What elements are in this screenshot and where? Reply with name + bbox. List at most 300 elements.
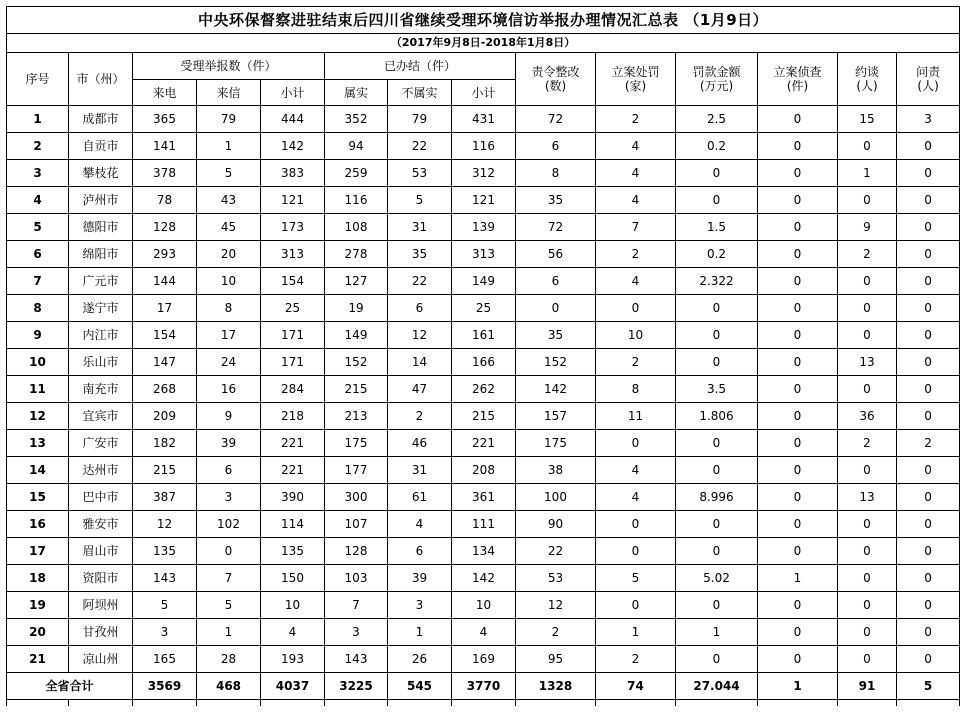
row-cell: 5 <box>133 592 197 619</box>
row-cell: 154 <box>133 322 197 349</box>
row-index: 14 <box>7 457 69 484</box>
header-handled-group: 已办结（件） <box>325 53 516 80</box>
row-cell: 121 <box>261 187 325 214</box>
row-cell: 182 <box>133 430 197 457</box>
row-index: 5 <box>7 214 69 241</box>
row-city: 绵阳市 <box>69 241 133 268</box>
row-cell: 0 <box>596 430 676 457</box>
header-sub-handled-subtotal: 小计 <box>452 80 516 106</box>
row-cell: 0.2 <box>676 241 758 268</box>
row-city: 广元市 <box>69 268 133 295</box>
row-cell: 4 <box>388 511 452 538</box>
row-cell: 0 <box>758 484 838 511</box>
row-cell: 31 <box>388 457 452 484</box>
row-cell: 0 <box>758 430 838 457</box>
row-city: 德阳市 <box>69 214 133 241</box>
table-row <box>7 214 960 241</box>
row-cell: 2.5 <box>676 106 758 133</box>
row-cell: 0 <box>897 322 960 349</box>
row-cell: 0 <box>897 376 960 403</box>
row-cell: 10 <box>452 592 516 619</box>
row-cell: 135 <box>261 538 325 565</box>
row-cell: 161 <box>452 322 516 349</box>
row-cell: 47 <box>388 376 452 403</box>
header-received-group: 受理举报数（件） <box>133 53 325 80</box>
row-index: 2 <box>7 133 69 160</box>
row-cell: 0 <box>758 322 838 349</box>
row-cell: 22 <box>388 268 452 295</box>
total-cell: 545 <box>388 673 452 700</box>
total-cell: 5 <box>897 673 960 700</box>
row-cell: 108 <box>325 214 388 241</box>
row-index: 19 <box>7 592 69 619</box>
row-cell: 3 <box>325 619 388 646</box>
row-cell: 2 <box>838 430 897 457</box>
row-cell: 144 <box>133 268 197 295</box>
row-cell: 312 <box>452 160 516 187</box>
row-index: 1 <box>7 106 69 133</box>
row-cell: 2 <box>596 241 676 268</box>
summary-table <box>6 6 960 706</box>
row-city: 宜宾市 <box>69 403 133 430</box>
row-cell: 0 <box>838 187 897 214</box>
row-cell: 10 <box>261 592 325 619</box>
row-city: 眉山市 <box>69 538 133 565</box>
row-cell: 7 <box>325 592 388 619</box>
row-cell: 139 <box>452 214 516 241</box>
row-index: 3 <box>7 160 69 187</box>
row-cell: 169 <box>452 646 516 673</box>
row-cell: 221 <box>261 430 325 457</box>
row-cell: 46 <box>388 430 452 457</box>
row-cell: 6 <box>388 538 452 565</box>
row-cell: 141 <box>133 133 197 160</box>
table-row <box>7 592 960 619</box>
row-cell: 0 <box>676 457 758 484</box>
table-row <box>7 457 960 484</box>
row-cell: 0 <box>838 565 897 592</box>
row-city: 南充市 <box>69 376 133 403</box>
row-cell: 15 <box>838 106 897 133</box>
row-cell: 0 <box>758 241 838 268</box>
row-cell: 4 <box>596 160 676 187</box>
total-cell: 3770 <box>452 673 516 700</box>
total-cell: 1328 <box>516 673 596 700</box>
row-cell: 0 <box>838 538 897 565</box>
table-row <box>7 133 960 160</box>
row-cell: 165 <box>133 646 197 673</box>
row-cell: 79 <box>197 106 261 133</box>
row-cell: 0 <box>897 484 960 511</box>
row-cell: 10 <box>596 322 676 349</box>
row-cell: 278 <box>325 241 388 268</box>
row-cell: 0 <box>897 160 960 187</box>
row-cell: 6 <box>516 133 596 160</box>
table-row <box>7 430 960 457</box>
row-cell: 0 <box>758 214 838 241</box>
row-cell: 1 <box>388 619 452 646</box>
header-penalty-case: 立案处罚 (家) <box>596 53 676 106</box>
row-index: 12 <box>7 403 69 430</box>
row-cell: 4 <box>596 133 676 160</box>
row-cell: 149 <box>325 322 388 349</box>
table-row <box>7 403 960 430</box>
row-cell: 0 <box>838 646 897 673</box>
row-cell: 35 <box>388 241 452 268</box>
total-cell: 468 <box>197 673 261 700</box>
table-row <box>7 646 960 673</box>
table-row <box>7 484 960 511</box>
row-cell: 8 <box>516 160 596 187</box>
row-cell: 61 <box>388 484 452 511</box>
header-sub-letter: 来信 <box>197 80 261 106</box>
row-cell: 128 <box>325 538 388 565</box>
row-cell: 0 <box>676 349 758 376</box>
row-cell: 1 <box>197 619 261 646</box>
row-cell: 121 <box>452 187 516 214</box>
row-cell: 147 <box>133 349 197 376</box>
row-cell: 313 <box>261 241 325 268</box>
table-row <box>7 322 960 349</box>
row-cell: 259 <box>325 160 388 187</box>
row-city: 内江市 <box>69 322 133 349</box>
total-cell: 91 <box>838 673 897 700</box>
row-cell: 221 <box>261 457 325 484</box>
row-cell: 6 <box>197 457 261 484</box>
row-cell: 0 <box>596 538 676 565</box>
row-cell: 193 <box>261 646 325 673</box>
row-cell: 10 <box>197 268 261 295</box>
header-sub-true: 属实 <box>325 80 388 106</box>
row-cell: 3 <box>133 619 197 646</box>
row-cell: 177 <box>325 457 388 484</box>
row-cell: 175 <box>325 430 388 457</box>
row-cell: 45 <box>197 214 261 241</box>
row-cell: 134 <box>452 538 516 565</box>
row-cell: 0 <box>676 187 758 214</box>
row-cell: 0 <box>758 133 838 160</box>
total-cell: 3225 <box>325 673 388 700</box>
header-investigation: 立案侦查 (件) <box>758 53 838 106</box>
row-city: 雅安市 <box>69 511 133 538</box>
row-cell: 135 <box>133 538 197 565</box>
table-title: 中央环保督察进驻结束后四川省继续受理环境信访举报办理情况汇总表 （1月9日） <box>7 7 960 34</box>
table-row <box>7 538 960 565</box>
row-index: 7 <box>7 268 69 295</box>
row-cell: 100 <box>516 484 596 511</box>
row-cell: 0 <box>758 511 838 538</box>
row-cell: 0 <box>676 646 758 673</box>
row-cell: 5.02 <box>676 565 758 592</box>
row-cell: 35 <box>516 322 596 349</box>
row-cell: 0 <box>596 592 676 619</box>
row-cell: 11 <box>596 403 676 430</box>
row-index: 6 <box>7 241 69 268</box>
row-cell: 0 <box>897 268 960 295</box>
row-cell: 12 <box>516 592 596 619</box>
table-body <box>7 106 960 673</box>
row-cell: 154 <box>261 268 325 295</box>
row-cell: 0 <box>897 511 960 538</box>
row-cell: 213 <box>325 403 388 430</box>
row-cell: 2.322 <box>676 268 758 295</box>
row-cell: 0 <box>897 646 960 673</box>
row-cell: 1 <box>596 619 676 646</box>
total-label: 全省合计 <box>7 673 133 700</box>
total-cell: 74 <box>596 673 676 700</box>
header-sub-phone: 来电 <box>133 80 197 106</box>
row-index: 20 <box>7 619 69 646</box>
row-cell: 28 <box>197 646 261 673</box>
row-cell: 0 <box>838 457 897 484</box>
row-cell: 0 <box>676 295 758 322</box>
row-cell: 0 <box>838 133 897 160</box>
row-index: 8 <box>7 295 69 322</box>
row-cell: 39 <box>388 565 452 592</box>
row-cell: 0 <box>838 295 897 322</box>
row-cell: 444 <box>261 106 325 133</box>
row-cell: 0 <box>838 268 897 295</box>
row-cell: 79 <box>388 106 452 133</box>
row-cell: 215 <box>452 403 516 430</box>
row-cell: 0 <box>758 349 838 376</box>
row-city: 甘孜州 <box>69 619 133 646</box>
row-cell: 0 <box>897 619 960 646</box>
row-cell: 2 <box>596 106 676 133</box>
row-cell: 149 <box>452 268 516 295</box>
row-cell: 0 <box>897 187 960 214</box>
row-cell: 25 <box>261 295 325 322</box>
row-cell: 94 <box>325 133 388 160</box>
row-cell: 13 <box>838 484 897 511</box>
row-cell: 0 <box>838 511 897 538</box>
row-cell: 3 <box>897 106 960 133</box>
row-cell: 152 <box>325 349 388 376</box>
row-cell: 3 <box>197 484 261 511</box>
row-cell: 8.996 <box>676 484 758 511</box>
header-rectify: 责令整改 (数) <box>516 53 596 106</box>
row-city: 乐山市 <box>69 349 133 376</box>
row-cell: 0 <box>897 133 960 160</box>
row-cell: 17 <box>197 322 261 349</box>
row-cell: 209 <box>133 403 197 430</box>
row-cell: 1 <box>758 565 838 592</box>
row-cell: 102 <box>197 511 261 538</box>
row-cell: 0 <box>516 295 596 322</box>
row-city: 巴中市 <box>69 484 133 511</box>
row-cell: 8 <box>596 376 676 403</box>
row-index: 9 <box>7 322 69 349</box>
total-cell: 1 <box>758 673 838 700</box>
row-cell: 43 <box>197 187 261 214</box>
row-city: 自贡市 <box>69 133 133 160</box>
total-cell: 4037 <box>261 673 325 700</box>
header-accountability: 问责 (人) <box>897 53 960 106</box>
row-cell: 128 <box>133 214 197 241</box>
row-cell: 2 <box>388 403 452 430</box>
row-cell: 143 <box>325 646 388 673</box>
table-row <box>7 106 960 133</box>
header-sub-received-subtotal: 小计 <box>261 80 325 106</box>
row-cell: 1 <box>676 619 758 646</box>
row-cell: 116 <box>452 133 516 160</box>
row-cell: 0 <box>758 619 838 646</box>
row-cell: 365 <box>133 106 197 133</box>
row-cell: 0 <box>897 457 960 484</box>
row-city: 攀枝花 <box>69 160 133 187</box>
report-sheet <box>6 6 959 706</box>
row-cell: 142 <box>516 376 596 403</box>
header-fine: 罚款金额 (万元) <box>676 53 758 106</box>
continuation-row <box>7 700 960 707</box>
header-city: 市（州） <box>69 53 133 106</box>
row-cell: 1.806 <box>676 403 758 430</box>
row-cell: 0 <box>758 403 838 430</box>
row-cell: 116 <box>325 187 388 214</box>
row-index: 18 <box>7 565 69 592</box>
row-cell: 0 <box>838 376 897 403</box>
row-cell: 171 <box>261 349 325 376</box>
row-cell: 25 <box>452 295 516 322</box>
row-cell: 3 <box>388 592 452 619</box>
row-cell: 293 <box>133 241 197 268</box>
row-cell: 16 <box>197 376 261 403</box>
row-cell: 0 <box>897 403 960 430</box>
row-cell: 6 <box>388 295 452 322</box>
row-cell: 0 <box>838 322 897 349</box>
total-cell: 3569 <box>133 673 197 700</box>
row-cell: 19 <box>325 295 388 322</box>
row-cell: 2 <box>596 349 676 376</box>
row-cell: 157 <box>516 403 596 430</box>
row-cell: 4 <box>596 484 676 511</box>
row-cell: 24 <box>197 349 261 376</box>
table-row <box>7 295 960 322</box>
row-cell: 72 <box>516 106 596 133</box>
row-cell: 12 <box>388 322 452 349</box>
row-cell: 31 <box>388 214 452 241</box>
row-cell: 0 <box>758 106 838 133</box>
row-cell: 5 <box>197 160 261 187</box>
row-cell: 38 <box>516 457 596 484</box>
row-cell: 0 <box>197 538 261 565</box>
row-cell: 361 <box>452 484 516 511</box>
row-cell: 13 <box>838 349 897 376</box>
row-cell: 352 <box>325 106 388 133</box>
row-cell: 127 <box>325 268 388 295</box>
row-cell: 90 <box>516 511 596 538</box>
row-cell: 268 <box>133 376 197 403</box>
row-cell: 107 <box>325 511 388 538</box>
row-cell: 387 <box>133 484 197 511</box>
row-cell: 103 <box>325 565 388 592</box>
row-cell: 150 <box>261 565 325 592</box>
row-city: 阿坝州 <box>69 592 133 619</box>
row-cell: 0 <box>897 592 960 619</box>
row-cell: 0 <box>676 430 758 457</box>
row-cell: 5 <box>197 592 261 619</box>
table-row <box>7 565 960 592</box>
row-city: 遂宁市 <box>69 295 133 322</box>
row-city: 凉山州 <box>69 646 133 673</box>
row-cell: 0.2 <box>676 133 758 160</box>
row-cell: 5 <box>388 187 452 214</box>
row-cell: 9 <box>838 214 897 241</box>
row-cell: 0 <box>758 376 838 403</box>
row-cell: 215 <box>133 457 197 484</box>
row-cell: 142 <box>452 565 516 592</box>
row-cell: 4 <box>452 619 516 646</box>
row-cell: 35 <box>516 187 596 214</box>
row-cell: 143 <box>133 565 197 592</box>
row-cell: 175 <box>516 430 596 457</box>
header-index: 序号 <box>7 53 69 106</box>
row-cell: 12 <box>133 511 197 538</box>
row-index: 21 <box>7 646 69 673</box>
header-sub-untrue: 不属实 <box>388 80 452 106</box>
row-cell: 0 <box>676 322 758 349</box>
date-range: （2017年9月8日-2018年1月8日） <box>7 34 960 53</box>
row-cell: 22 <box>516 538 596 565</box>
row-cell: 0 <box>676 538 758 565</box>
row-cell: 2 <box>516 619 596 646</box>
row-cell: 0 <box>897 241 960 268</box>
table-row <box>7 268 960 295</box>
row-cell: 53 <box>516 565 596 592</box>
row-cell: 4 <box>261 619 325 646</box>
table-row <box>7 376 960 403</box>
row-cell: 0 <box>758 160 838 187</box>
row-cell: 300 <box>325 484 388 511</box>
row-cell: 0 <box>676 160 758 187</box>
table-row <box>7 160 960 187</box>
table-row <box>7 511 960 538</box>
row-cell: 0 <box>596 295 676 322</box>
row-index: 11 <box>7 376 69 403</box>
row-index: 4 <box>7 187 69 214</box>
row-cell: 0 <box>838 592 897 619</box>
row-cell: 221 <box>452 430 516 457</box>
row-index: 16 <box>7 511 69 538</box>
row-cell: 2 <box>838 241 897 268</box>
table-row <box>7 619 960 646</box>
row-city: 资阳市 <box>69 565 133 592</box>
table-row <box>7 349 960 376</box>
row-cell: 215 <box>325 376 388 403</box>
row-cell: 114 <box>261 511 325 538</box>
row-cell: 383 <box>261 160 325 187</box>
row-cell: 0 <box>897 214 960 241</box>
row-city: 达州市 <box>69 457 133 484</box>
row-cell: 53 <box>388 160 452 187</box>
row-city: 成都市 <box>69 106 133 133</box>
row-cell: 2 <box>897 430 960 457</box>
row-cell: 26 <box>388 646 452 673</box>
row-cell: 3.5 <box>676 376 758 403</box>
row-index: 10 <box>7 349 69 376</box>
row-cell: 431 <box>452 106 516 133</box>
row-cell: 0 <box>676 592 758 619</box>
row-cell: 313 <box>452 241 516 268</box>
row-cell: 0 <box>758 592 838 619</box>
row-cell: 0 <box>758 187 838 214</box>
row-cell: 0 <box>897 349 960 376</box>
row-cell: 7 <box>197 565 261 592</box>
row-cell: 1.5 <box>676 214 758 241</box>
row-cell: 0 <box>897 295 960 322</box>
row-cell: 36 <box>838 403 897 430</box>
row-cell: 4 <box>596 187 676 214</box>
